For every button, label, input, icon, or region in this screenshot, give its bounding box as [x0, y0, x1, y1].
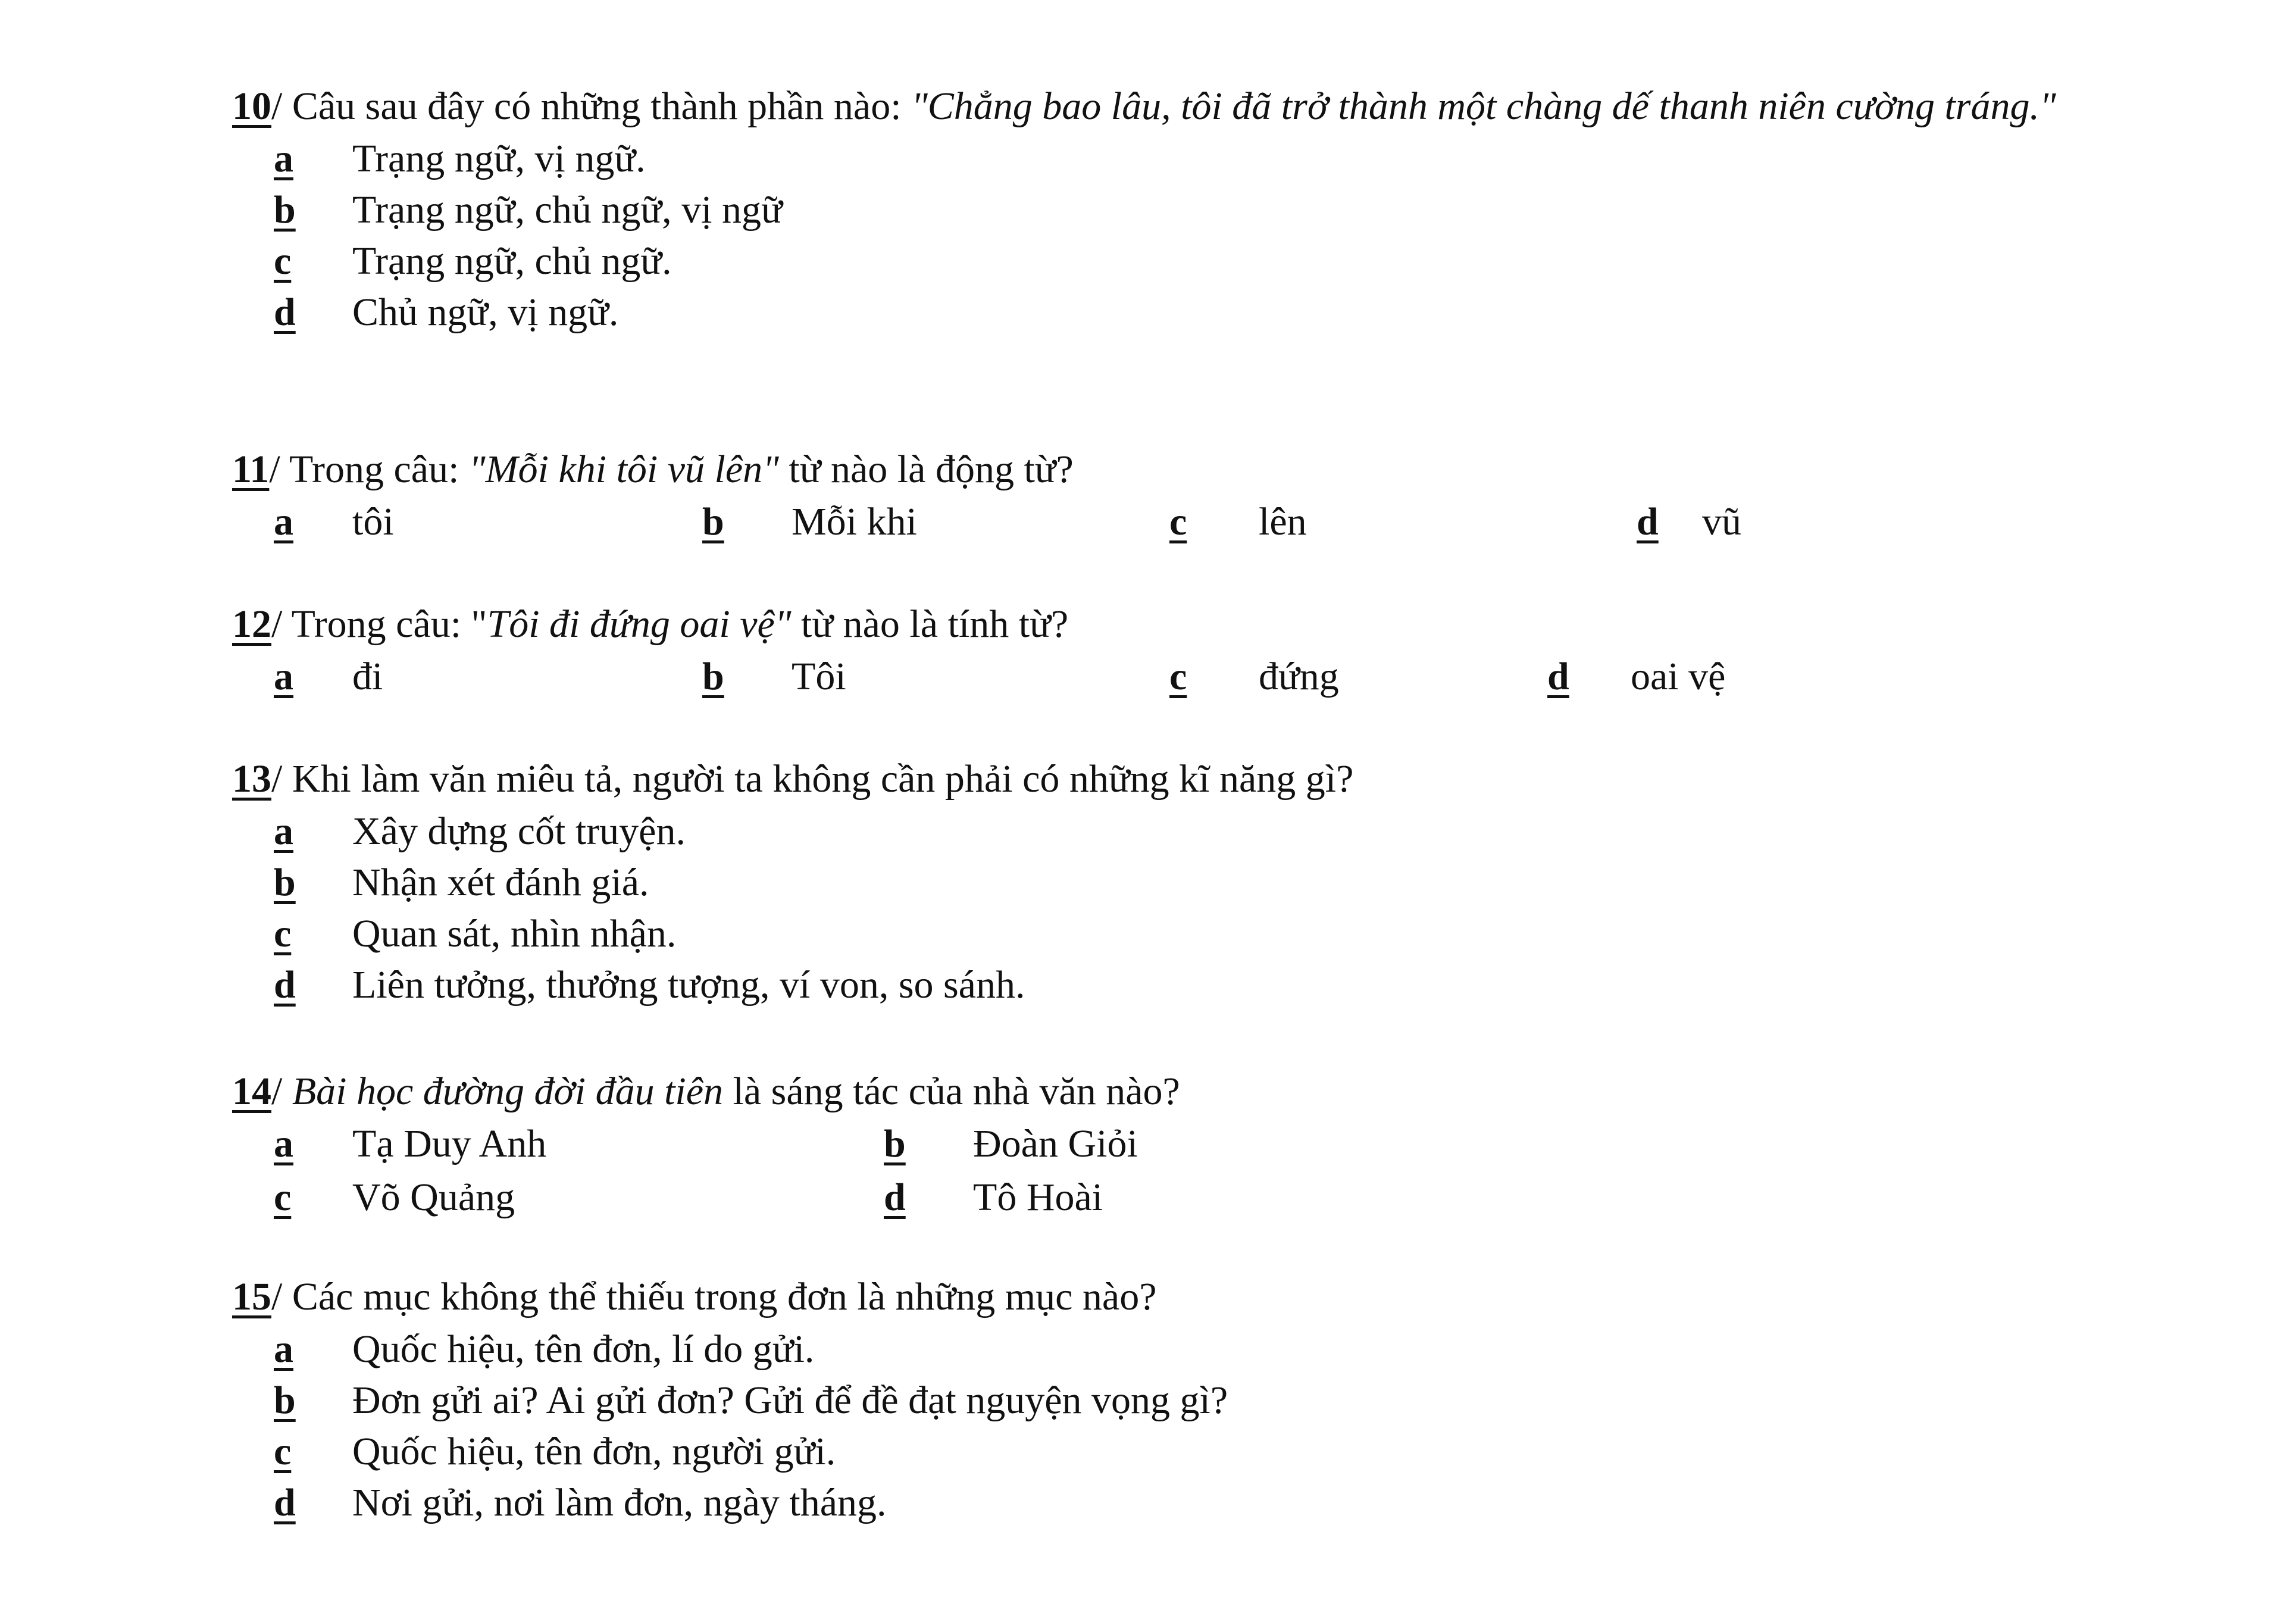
- option-text: Nơi gửi, nơi làm đơn, ngày tháng.: [352, 1481, 887, 1524]
- option-letter: c: [1169, 500, 1187, 543]
- option-text: Trạng ngữ, vị ngữ.: [352, 137, 646, 180]
- option-b[interactable]: [884, 1118, 1138, 1170]
- option-letter: a: [274, 655, 293, 698]
- question-prefix: Trong câu: ": [291, 602, 487, 646]
- option-b[interactable]: [702, 651, 846, 703]
- question-separator: /: [271, 757, 292, 801]
- option-d[interactable]: [884, 1171, 1103, 1224]
- option-letter: b: [274, 861, 296, 904]
- option-letter: b: [702, 500, 724, 543]
- question-number: 11: [232, 448, 270, 491]
- option-a[interactable]: [274, 651, 383, 703]
- option-text: đi: [352, 655, 383, 698]
- option-letter: d: [1637, 500, 1659, 543]
- question-stem: [232, 1065, 2137, 1118]
- question-separator: /: [269, 448, 290, 491]
- option-text: Đơn gửi ai? Ai gửi đơn? Gửi để đề đạt nguyện vọng gì?: [352, 1379, 1228, 1422]
- question-11: [232, 443, 2137, 549]
- option-letter: a: [274, 810, 293, 853]
- option-letter: b: [274, 188, 296, 232]
- option-letter: d: [1547, 655, 1569, 698]
- option-text: Mỗi khi: [792, 500, 917, 543]
- question-suffix: từ nào là tính từ?: [791, 602, 1069, 646]
- option-letter: c: [1169, 655, 1187, 698]
- option-text: lên: [1259, 500, 1307, 543]
- question-number: 12: [232, 602, 271, 646]
- option-text: Trạng ngữ, chủ ngữ.: [352, 239, 672, 283]
- option-a[interactable]: [274, 133, 646, 185]
- question-stem: [232, 753, 2137, 805]
- question-separator: /: [271, 1070, 292, 1113]
- option-letter: c: [274, 239, 292, 283]
- option-d[interactable]: [1637, 496, 1741, 548]
- option-text: Tạ Duy Anh: [352, 1122, 547, 1165]
- question-suffix: là sáng tác của nhà văn nào?: [723, 1070, 1180, 1113]
- option-a[interactable]: [274, 1118, 546, 1170]
- options-list: [232, 1323, 2137, 1533]
- question-separator: /: [271, 85, 292, 128]
- option-text: oai vệ: [1631, 655, 1726, 698]
- option-text: Xây dựng cốt truyện.: [352, 810, 686, 853]
- option-c[interactable]: [1169, 496, 1307, 548]
- question-13: [232, 753, 2137, 1015]
- option-letter: b: [702, 655, 724, 698]
- option-text: đứng: [1259, 655, 1339, 698]
- option-b[interactable]: [274, 857, 649, 909]
- option-letter: c: [274, 1176, 292, 1219]
- question-quote: "Chẳng bao lâu, tôi đã trở thành một chàng dế thanh niên cường tráng.": [911, 85, 2056, 128]
- option-text: Quan sát, nhìn nhận.: [352, 912, 677, 955]
- option-text: Tô Hoài: [973, 1176, 1103, 1219]
- option-letter: a: [274, 500, 293, 543]
- option-text: Tôi: [792, 655, 846, 698]
- option-text: Quốc hiệu, tên đơn, lí do gửi.: [352, 1327, 815, 1371]
- options-list: [232, 1118, 2137, 1225]
- question-quote: Tôi đi đứng oai vệ": [487, 602, 792, 646]
- question-quote: Bài học đường đời đầu tiên: [292, 1070, 724, 1113]
- question-10: [232, 80, 2137, 342]
- option-letter: b: [274, 1379, 296, 1422]
- question-number: 14: [232, 1070, 271, 1113]
- option-d[interactable]: [274, 959, 1025, 1011]
- option-text: Liên tưởng, thưởng tượng, ví von, so sánh.: [352, 963, 1025, 1007]
- question-prefix: Khi làm văn miêu tả, người ta không cần phải có những kĩ năng gì?: [292, 757, 1354, 801]
- option-c[interactable]: [274, 235, 672, 287]
- option-c[interactable]: [274, 1426, 836, 1478]
- question-stem: [232, 80, 2089, 133]
- option-d[interactable]: [274, 286, 618, 339]
- question-prefix: Các mục không thể thiếu trong đơn là những mục nào?: [292, 1275, 1157, 1318]
- question-12: [232, 598, 2137, 704]
- option-text: vũ: [1702, 500, 1741, 543]
- option-text: Trạng ngữ, chủ ngữ, vị ngữ: [352, 188, 783, 232]
- option-a[interactable]: [274, 805, 686, 858]
- question-stem: [232, 598, 2137, 651]
- option-d[interactable]: [1547, 651, 1725, 703]
- option-c[interactable]: [1169, 651, 1339, 703]
- option-text: Chủ ngữ, vị ngữ.: [352, 290, 619, 334]
- option-text: Nhận xét đánh giá.: [352, 861, 649, 904]
- question-15: [232, 1271, 2137, 1533]
- option-letter: d: [274, 963, 296, 1007]
- options-list: [232, 651, 2137, 704]
- option-b[interactable]: [274, 184, 783, 236]
- question-number: 10: [232, 85, 271, 128]
- option-c[interactable]: [274, 908, 676, 960]
- options-list: [232, 496, 2137, 549]
- question-stem: [232, 443, 2137, 496]
- option-d[interactable]: [274, 1477, 887, 1529]
- option-a[interactable]: [274, 1323, 814, 1376]
- option-c[interactable]: [274, 1171, 515, 1224]
- option-text: Quốc hiệu, tên đơn, người gửi.: [352, 1430, 836, 1473]
- option-text: Đoàn Giỏi: [973, 1122, 1138, 1165]
- question-quote: "Mỗi khi tôi vũ lên": [468, 448, 779, 491]
- option-letter: d: [884, 1176, 906, 1219]
- question-stem: [232, 1271, 2137, 1323]
- option-b[interactable]: [702, 496, 917, 548]
- option-text: tôi: [352, 500, 394, 543]
- question-14: [232, 1065, 2137, 1225]
- option-letter: b: [884, 1122, 906, 1165]
- question-prefix: Câu sau đây có những thành phần nào:: [292, 85, 912, 128]
- question-separator: /: [271, 1275, 292, 1318]
- option-letter: d: [274, 290, 296, 334]
- question-separator: /: [271, 602, 292, 646]
- option-text: Võ Quảng: [352, 1176, 515, 1219]
- option-a[interactable]: [274, 496, 394, 548]
- option-letter: c: [274, 912, 292, 955]
- options-list: [232, 805, 2137, 1015]
- option-letter: d: [274, 1481, 296, 1524]
- options-list: [232, 133, 2137, 342]
- question-number: 15: [232, 1275, 271, 1318]
- question-prefix: Trong câu:: [289, 448, 469, 491]
- option-letter: a: [274, 1122, 293, 1165]
- option-letter: a: [274, 137, 293, 180]
- question-number: 13: [232, 757, 271, 801]
- option-b[interactable]: [274, 1374, 1228, 1427]
- question-suffix: từ nào là động từ?: [778, 448, 1074, 491]
- option-letter: c: [274, 1430, 292, 1473]
- option-letter: a: [274, 1327, 293, 1371]
